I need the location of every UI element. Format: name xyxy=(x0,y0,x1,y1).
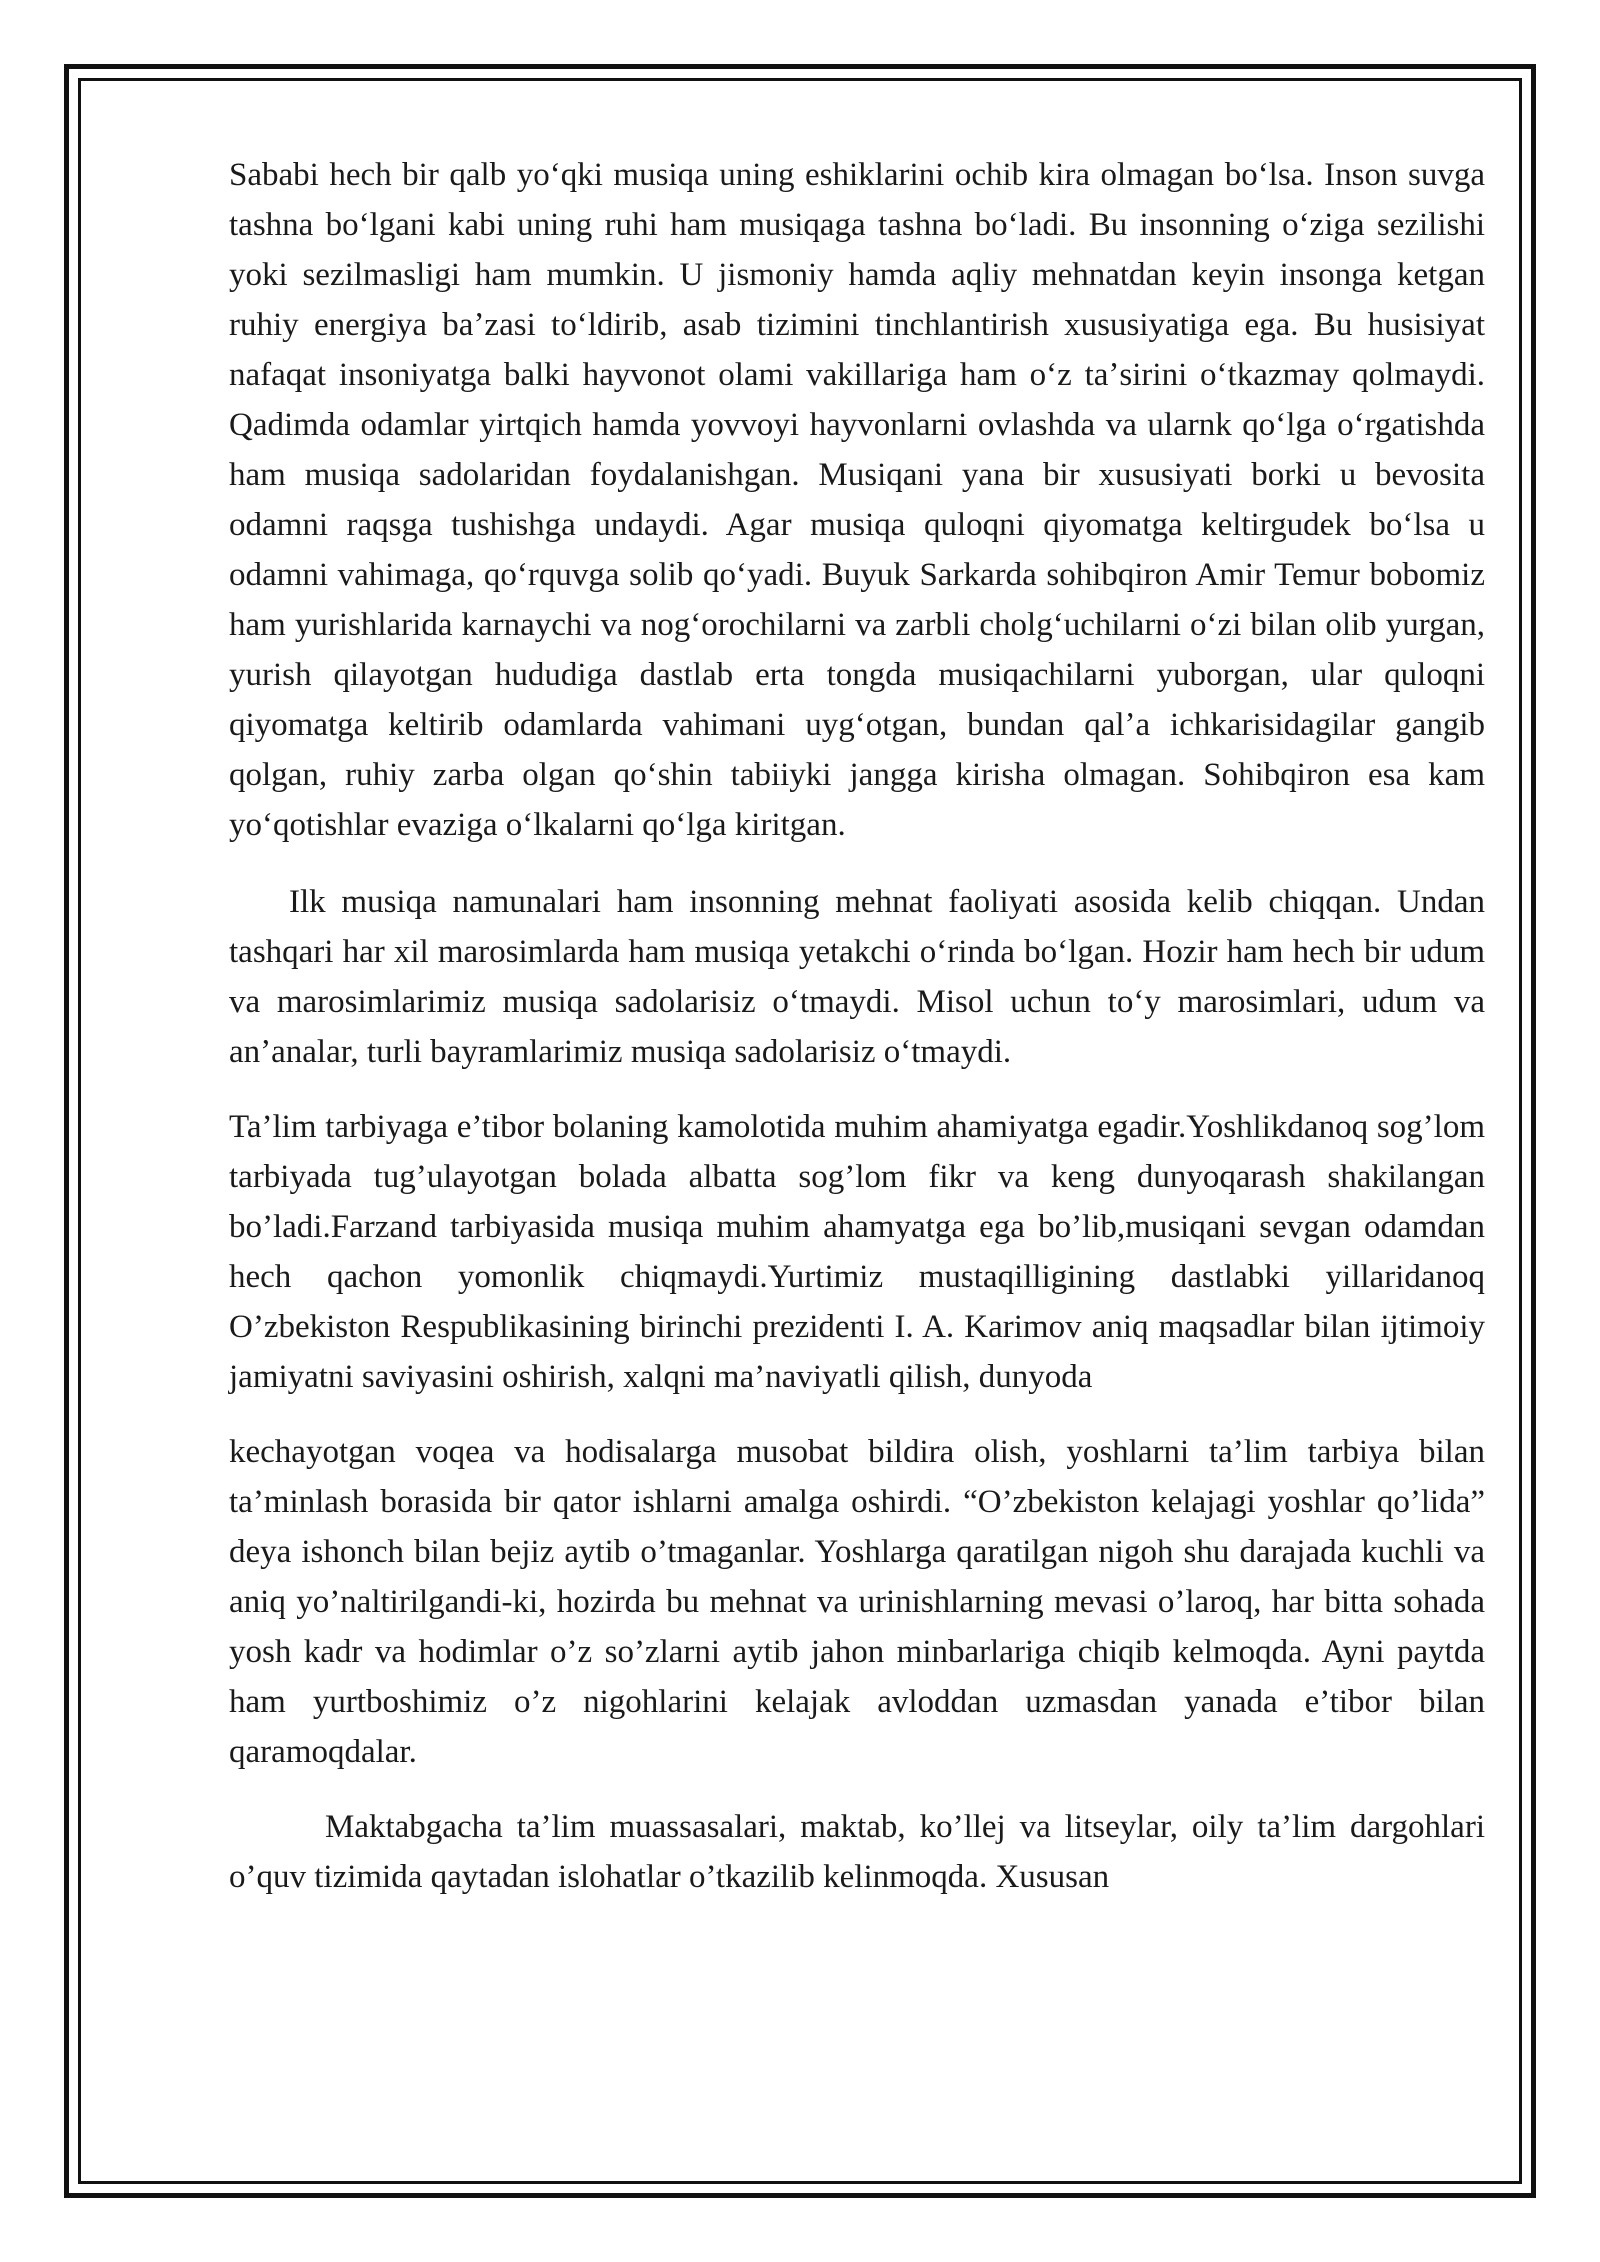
paragraph-3: Ta’lim tarbiyaga e’tibor bolaning kamolotida muhim ahamiyatga egadir.Yoshlikdanoq sog’lom tarbiyada tug’ulayotgan bolada albatta sog’lom fikr va keng dunyoqarash shakilangan bo’ladi.Farzand tarbiyasida musiqa muhim ahamyatga ega bo’lib,musiqani sevgan odamdan hech qachon yomonlik chiqmaydi.Yurtimiz mustaqilligining dastlabki yillaridanoq O’zbekiston Respublikasining birinchi prezidenti I. A. Karimov aniq maqsadlar bilan ijtimoiy jamiyatni saviyasini oshirish, xalqni ma’naviyatli qilish, dunyoda xyxy=(229,1109,1485,1395)
paragraph-1: Sababi hech bir qalb yoʻqki musiqa uning eshiklarini ochib kira olmagan boʻlsa. Inson suvga tashna boʻlgani kabi uning ruhi ham musiqaga tashna boʻladi. Bu insonning oʻziga sezilishi yoki sezilmasligi ham mumkin. U jismoniy hamda aqliy mehnatdan keyin insonga ketgan ruhiy energiya baʼzasi toʻldirib, asab tizimini tinchlantirish xususiyatiga ega. Bu husisiyat nafaqat insoniyatga balki hayvonot olami vakillariga ham oʻz taʼsirini oʻtkazmay qolmaydi. Qadimda odamlar yirtqich hamda yovvoyi hayvonlarni ovlashda va ularnk qoʻlga oʻrgatishda ham musiqa sadolaridan foydalanishgan. Musiqani yana bir xususiyati borki u bevosita odamni raqsga tushishga undaydi. Agar musiqa quloqni qiyomatga keltirgudek boʻlsa u odamni vahimaga, qoʻrquvga solib qoʻyadi. Buyuk Sarkarda sohibqiron Amir Temur bobomiz ham yurishlarida karnaychi va nogʻorochilarni va zarbli cholgʻuchilarni oʻzi bilan olib yurgan, yurish qilayotgan hududiga dastlab erta tongda musiqachilarni yuborgan, ular quloqni qiyomatga keltirib odamlarda vahimani uygʻotgan, bundan qalʼa ichkarisidagilar gangib qolgan, ruhiy zarba olgan qoʻshin tabiiyki jangga kirisha olmagan. Sohibqiron esa kam yoʻqotishlar evaziga oʻlkalarni qoʻlga kiritgan. xyxy=(229,157,1485,843)
paragraph-5: Maktabgacha ta’lim muassasalari, maktab, ko’llej va litseylar, oily ta’lim dargohlari o’quv tizimida qaytadan islohatlar o’tkazilib kelinmoqda. Xususan xyxy=(229,1809,1485,1895)
document-body xyxy=(229,150,1485,1902)
paragraph-2: Ilk musiqa namunalari ham insonning mehnat faoliyati asosida kelib chiqqan. Undan tashqari har xil marosimlarda ham musiqa yetakchi oʻrinda boʻlgan. Hozir ham hech bir udum va marosimlarimiz musiqa sadolarisiz oʻtmaydi. Misol uchun toʻy marosimlari, udum va anʼanalar, turli bayramlarimiz musiqa sadolarisiz oʻtmaydi. xyxy=(229,884,1485,1070)
paragraph-4: kechayotgan voqea va hodisalarga musobat bildira olish, yoshlarni ta’lim tarbiya bilan ta’minlash borasida bir qator ishlarni amalga oshirdi. “O’zbekiston kelajagi yoshlar qo’lida” deya ishonch bilan bejiz aytib o’tmaganlar. Yoshlarga qaratilgan nigoh shu darajada kuchli va aniq yo’naltirilgandi-ki, hozirda bu mehnat va urinishlarning mevasi o’laroq, har bitta sohada yosh kadr va hodimlar o’z so’zlarni aytib jahon minbarlariga chiqib kelmoqda. Ayni paytda ham yurtboshimiz o’z nigohlarini kelajak avloddan uzmasdan yanada e’tibor bilan qaramoqdalar. xyxy=(229,1434,1485,1770)
